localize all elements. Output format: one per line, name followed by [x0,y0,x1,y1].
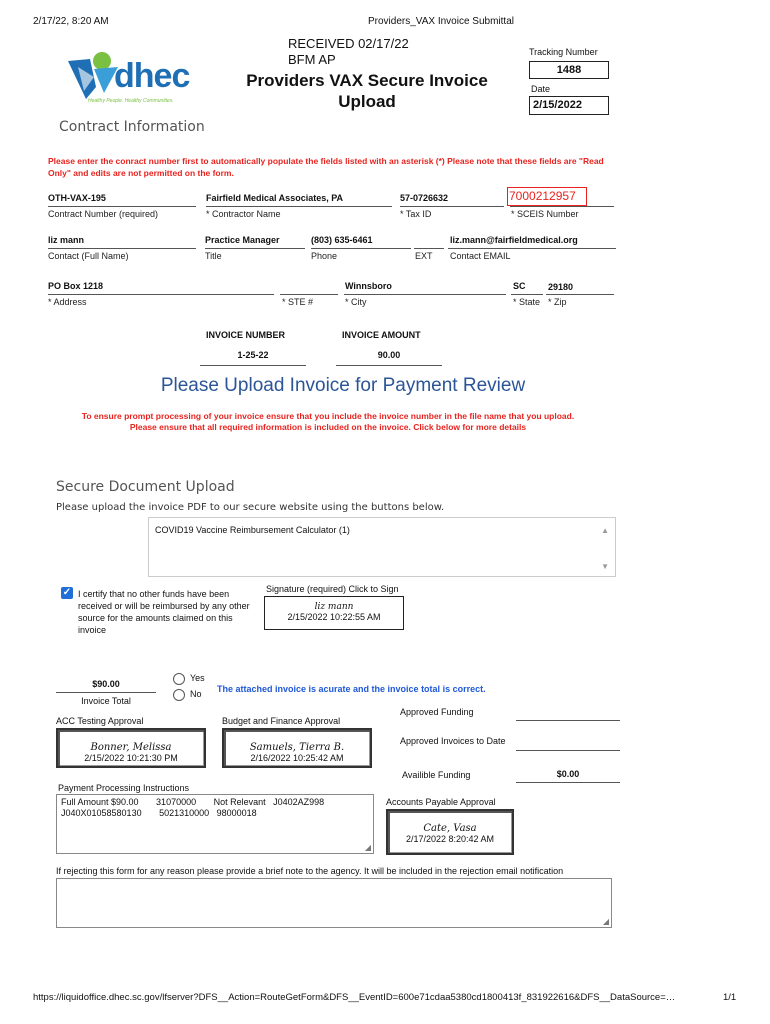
budget-approval-label: Budget and Finance Approval [222,716,341,726]
rejection-label: If rejecting this form for any reason please provide a brief note to the agency. It will be included in the rejection email notification [56,866,564,876]
title-label: Title [205,251,222,261]
invoice-number-underline [200,365,306,366]
payment-processing-line2: J040X01058580130 5021310000 98000018 [61,808,257,818]
ext-underline [414,248,444,249]
accurate-statement: The attached invoice is acurate and the invoice total is correct. [217,684,486,694]
contact-name-label: Contact (Full Name) [48,251,129,261]
invoice-amount-underline [336,365,442,366]
ext-label: EXT [415,251,433,261]
signature-label: Signature (required) Click to Sign [266,584,399,594]
contract-number-underline [48,206,196,207]
form-title-line1: Providers VAX Secure Invoice [246,71,488,90]
budget-approval-timestamp: 2/16/2022 10:25:42 AM [250,753,344,763]
sceis-number-label: * SCEIS Number [511,209,579,219]
upload-notice-2: Please ensure that all required information is included on the invoice. Click below for more details [129,422,527,432]
contract-number-label: Contract Number (required) [48,209,159,219]
ap-approval-box[interactable] [386,809,514,855]
invoice-amount-value[interactable]: 90.00 [377,350,401,360]
acc-approval-label: ACC Testing Approval [56,716,144,726]
address-underline [48,294,274,295]
upload-notice-1: To ensure prompt processing of your invoice ensure that you include the invoice number in the file name that you upload. [81,411,575,421]
secure-upload-heading: Secure Document Upload [56,479,235,495]
footer-url: https://liquidoffice.dhec.sc.gov/lfserver?DFS__Action=RouteGetForm&DFS__EventID=600e71cdaa5380cd1800413f_831922616&DFS__DataSource=… [33,992,676,1003]
date-label: Date [531,84,551,94]
approved-invoices-label: Approved Invoices to Date [400,736,506,746]
acc-approval-name: Bonner, Melissa [90,742,172,753]
phone-label: Phone [311,251,338,261]
received-stamp-line2: BFM AP [288,52,336,67]
received-stamp [288,36,409,68]
email-underline [448,248,616,249]
budget-approval-name: Samuels, Tierra B. [249,742,345,753]
footer-page-number: 1/1 [723,992,737,1003]
scroll-up-icon[interactable]: ▲ [601,526,609,535]
yes-label: Yes [190,673,205,683]
signature-timestamp: 2/15/2022 10:22:55 AM [287,612,381,622]
city-value[interactable]: Winnsboro [345,281,392,291]
ap-approval-name: Cate, Vasa [423,823,477,834]
tax-id-label: * Tax ID [400,209,432,219]
scroll-down-icon[interactable]: ▼ [601,562,609,571]
sceis-number-underline [510,206,614,207]
tracking-number-label: Tracking Number [529,47,598,57]
invoice-amount-label: INVOICE AMOUNT [342,330,421,340]
invoice-total-value[interactable]: $90.00 [92,679,120,689]
contractor-name-label: * Contractor Name [206,209,281,219]
certify-text: I certify that no other funds have been received or will be reimbursed by any other source for the amounts claimed on this invoice [78,589,250,635]
ste-underline [280,294,338,295]
email-label: Contact EMAIL [450,251,511,261]
received-stamp-line1: RECEIVED 02/17/22 [288,36,409,51]
no-label: No [190,689,202,699]
print-datetime: 2/17/22, 8:20 AM [33,16,109,27]
invoice-total-label: Invoice Total [81,696,131,706]
title-value[interactable]: Practice Manager [205,235,280,245]
address-label: * Address [48,297,87,307]
approved-funding-underline [516,720,620,721]
city-label: * City [345,297,367,307]
print-page-title: Providers_VAX Invoice Submittal [368,16,514,27]
contract-info-heading: Contract Information [59,119,205,135]
approved-invoices-underline [516,750,620,751]
ap-approval-label: Accounts Payable Approval [386,797,496,807]
state-value[interactable]: SC [513,281,526,291]
tax-id-value[interactable]: 57-0726632 [400,193,449,203]
sceis-number-field[interactable]: 7000212957 [507,187,587,206]
yes-radio[interactable] [173,673,185,685]
available-funding-label: Availible Funding [402,770,471,780]
available-funding-underline [516,782,620,783]
tracking-number-field[interactable]: 1488 [529,61,609,79]
form-title [222,70,512,112]
state-label: * State [513,297,541,307]
payment-processing-label: Payment Processing Instructions [58,783,190,793]
contract-number-value[interactable]: OTH-VAX-195 [48,193,106,203]
dhec-logo [62,45,198,107]
no-radio[interactable] [173,689,185,701]
available-funding-value[interactable]: $0.00 [556,769,580,779]
signature-box[interactable] [264,596,404,630]
zip-label: * Zip [548,297,567,307]
date-field[interactable]: 2/15/2022 [529,96,609,115]
uploaded-file-item[interactable]: COVID19 Vaccine Reimbursement Calculator (1) [155,525,350,535]
payment-processing-textarea[interactable] [56,794,374,854]
zip-value[interactable]: 29180 [548,282,574,292]
upload-heading: Please Upload Invoice for Payment Review [160,375,526,396]
title-underline [205,248,305,249]
contact-name-value[interactable]: liz mann [48,235,85,245]
phone-value[interactable]: (803) 635-6461 [311,235,373,245]
acc-approval-timestamp: 2/15/2022 10:21:30 PM [84,753,178,763]
contact-name-underline [48,248,196,249]
zip-underline [546,294,614,295]
contract-notice: Please enter the conract number first to automatically populate the fields listed with an asterisk (*) Please note that these fields are "Read Only" and edits are not permitted on the form. [48,156,604,178]
form-title-line2: Upload [338,92,396,111]
rejection-resize-handle-icon[interactable]: ◢ [602,917,609,926]
state-underline [511,294,543,295]
payment-processing-line1: Full Amount $90.00 31070000 Not Relevant J0402AZ998 [61,797,325,807]
city-underline [344,294,506,295]
ste-label: * STE # [282,297,314,307]
invoice-number-label: INVOICE NUMBER [206,330,286,340]
contractor-name-underline [206,206,392,207]
acc-approval-box[interactable] [56,728,206,768]
rejection-textarea[interactable] [56,878,612,928]
signature-name: liz mann [314,602,354,612]
ap-approval-timestamp: 2/17/2022 8:20:42 AM [405,834,495,844]
phone-underline [311,248,411,249]
uploaded-files-list[interactable] [148,517,616,577]
budget-approval-box[interactable] [222,728,372,768]
tax-id-underline [400,206,504,207]
resize-handle-icon[interactable]: ◢ [364,843,371,852]
certify-checkbox[interactable]: ✓ [62,587,72,598]
address-value[interactable]: PO Box 1218 [48,281,104,291]
approved-funding-label: Approved Funding [400,707,474,717]
contractor-name-value[interactable]: Fairfield Medical Associates, PA [206,193,344,203]
invoice-number-value[interactable]: 1-25-22 [237,350,269,360]
email-value[interactable]: liz.mann@fairfieldmedical.org [450,235,578,245]
dhec-logo-text: dhec [114,57,190,95]
secure-upload-instructions: Please upload the invoice PDF to our secure website using the buttons below. [56,502,445,513]
dhec-logo-tagline: Healthy People. Healthy Communities. [88,98,174,104]
invoice-total-underline [56,692,156,693]
